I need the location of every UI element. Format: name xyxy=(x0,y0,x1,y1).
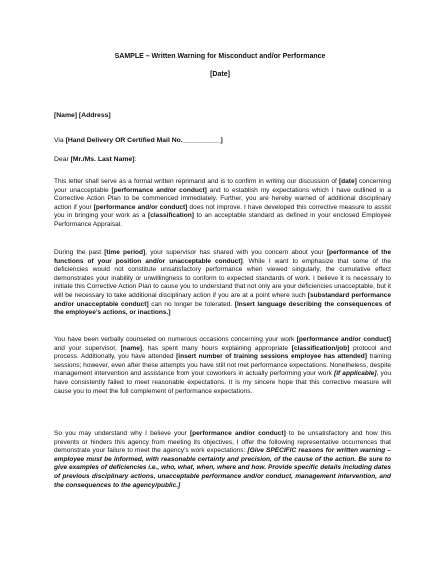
date-placeholder: [Date] xyxy=(210,71,230,78)
salutation-name: [Mr./Ms. Last Name] xyxy=(70,156,135,163)
placeholder-time-period: [time period] xyxy=(104,249,146,256)
salutation-suffix: : xyxy=(134,156,137,163)
text-run: . While I want to emphasize that some of the deficiencies would not constitute unsatisfactory performance when viewed singularly, the cumulative effect demonstrates your inability or unwillingness to conform to expected standards of work. I believe it is necessary to initiate this Corrective Action Plan to cause you to understand that not only are your deficiencies unacceptable, but it will be necessary to take additional disciplinary action if you are at a point where such xyxy=(54,257,391,299)
text-run: to an acceptable standard as defined in your enclosed Employee Performance Appraisal. xyxy=(54,212,392,228)
text-run: , you have consistently failed to meet reasonable expectations. It is my sincere hope that this corrective measure will cause you to meet the full complement of performance expectations. xyxy=(54,370,391,395)
delivery-method: [Hand Delivery OR Certified Mail No.__________] xyxy=(65,137,223,144)
text-run: You have been verbally counseled on numerous occasions concerning your work xyxy=(54,336,297,343)
placeholder-name: [name] xyxy=(120,344,143,352)
placeholder-classification-job: [classification/job] xyxy=(291,344,350,352)
paragraph-occurrences xyxy=(54,430,391,490)
placeholder-training-sessions: [insert number of training sessions employee has attended] xyxy=(176,353,367,361)
text-run: , your supervisor has shared with you concern about your xyxy=(145,249,327,256)
placeholder-performance-conduct: [performance and/or conduct] xyxy=(93,203,188,211)
text-run: to be unsatisfactory and how this prevents or hinders this agency from meeting its objectives, I offer the following representative occurrences that demonstrate your failure to meet the agency’s work expectations: xyxy=(54,430,392,455)
placeholder-performance-conduct: [performance and/or conduct] xyxy=(111,186,207,194)
letter-title: SAMPLE – Written Warning for Misconduct and/or Performance xyxy=(114,53,326,60)
placeholder-date: [date] xyxy=(338,178,357,185)
placeholder-performance-conduct: [performance and/or conduct] xyxy=(189,430,286,437)
text-run: and to establish my expectations which I have outlined in a Corrective Action Plan to be commenced immediately. Further, you are hereby warned of additional disciplinary action if your xyxy=(54,186,391,211)
placeholder-if-applicable: [if applicable] xyxy=(334,370,377,378)
delivery-prefix: Via xyxy=(54,137,66,144)
placeholder-substandard-performance: [substandard performance and/or unacceptable conduct] xyxy=(54,291,391,308)
text-run: , has spent many hours explaining appropriate xyxy=(142,344,292,352)
text-run: concerning your unacceptable xyxy=(54,178,391,194)
placeholder-performance-functions: [performance of the functions of your position and/or unacceptable conduct] xyxy=(54,249,391,265)
placeholder-classification: [classification] xyxy=(148,212,194,220)
text-run: does not improve. I have developed this corrective measure to assist you in bringing your work as a xyxy=(54,203,392,220)
text-run: and your supervisor, xyxy=(54,344,121,352)
paragraph-counseling xyxy=(54,336,391,396)
placeholder-specific-reasons: [Give SPECIFIC reasons for written warning – employee must be informed, with reasonable certainty and precision, of the cause of the action. Be sure to give examples of deficiencies i.e., who, what, when, where and how. Provide specific details including dates of previous disciplinary actions, unacceptable performance and/or conduct, management intervention, and the consequences to the agency/public.] xyxy=(54,447,391,489)
paragraph-concerns xyxy=(54,249,391,318)
delivery-line xyxy=(54,137,223,146)
text-run: protocol and process. Additionally, you have attended xyxy=(54,344,391,361)
paragraph-reprimand xyxy=(54,178,391,230)
text-run: During the past xyxy=(54,249,105,256)
name-address-placeholder: [Name] [Address] xyxy=(54,112,111,119)
text-run: So you may understand why I believe your xyxy=(54,430,190,437)
placeholder-performance-conduct: [performance and/or conduct] xyxy=(296,336,391,343)
text-run: can no longer be tolerated. xyxy=(148,300,235,308)
placeholder-consequences: [Insert language describing the consequences of the employee’s actions, or inactions.] xyxy=(54,300,392,317)
salutation xyxy=(54,156,136,165)
text-run: This letter shall serve as a formal written reprimand and is to confirm in writing our discussion of xyxy=(54,178,339,185)
text-run: training sessions; however, even after these attempts you have still not met performance expectations. Nonetheless, despite management intervention and assistance from your coworkers in actually performing your work xyxy=(54,353,391,378)
salutation-prefix: Dear xyxy=(54,156,71,163)
